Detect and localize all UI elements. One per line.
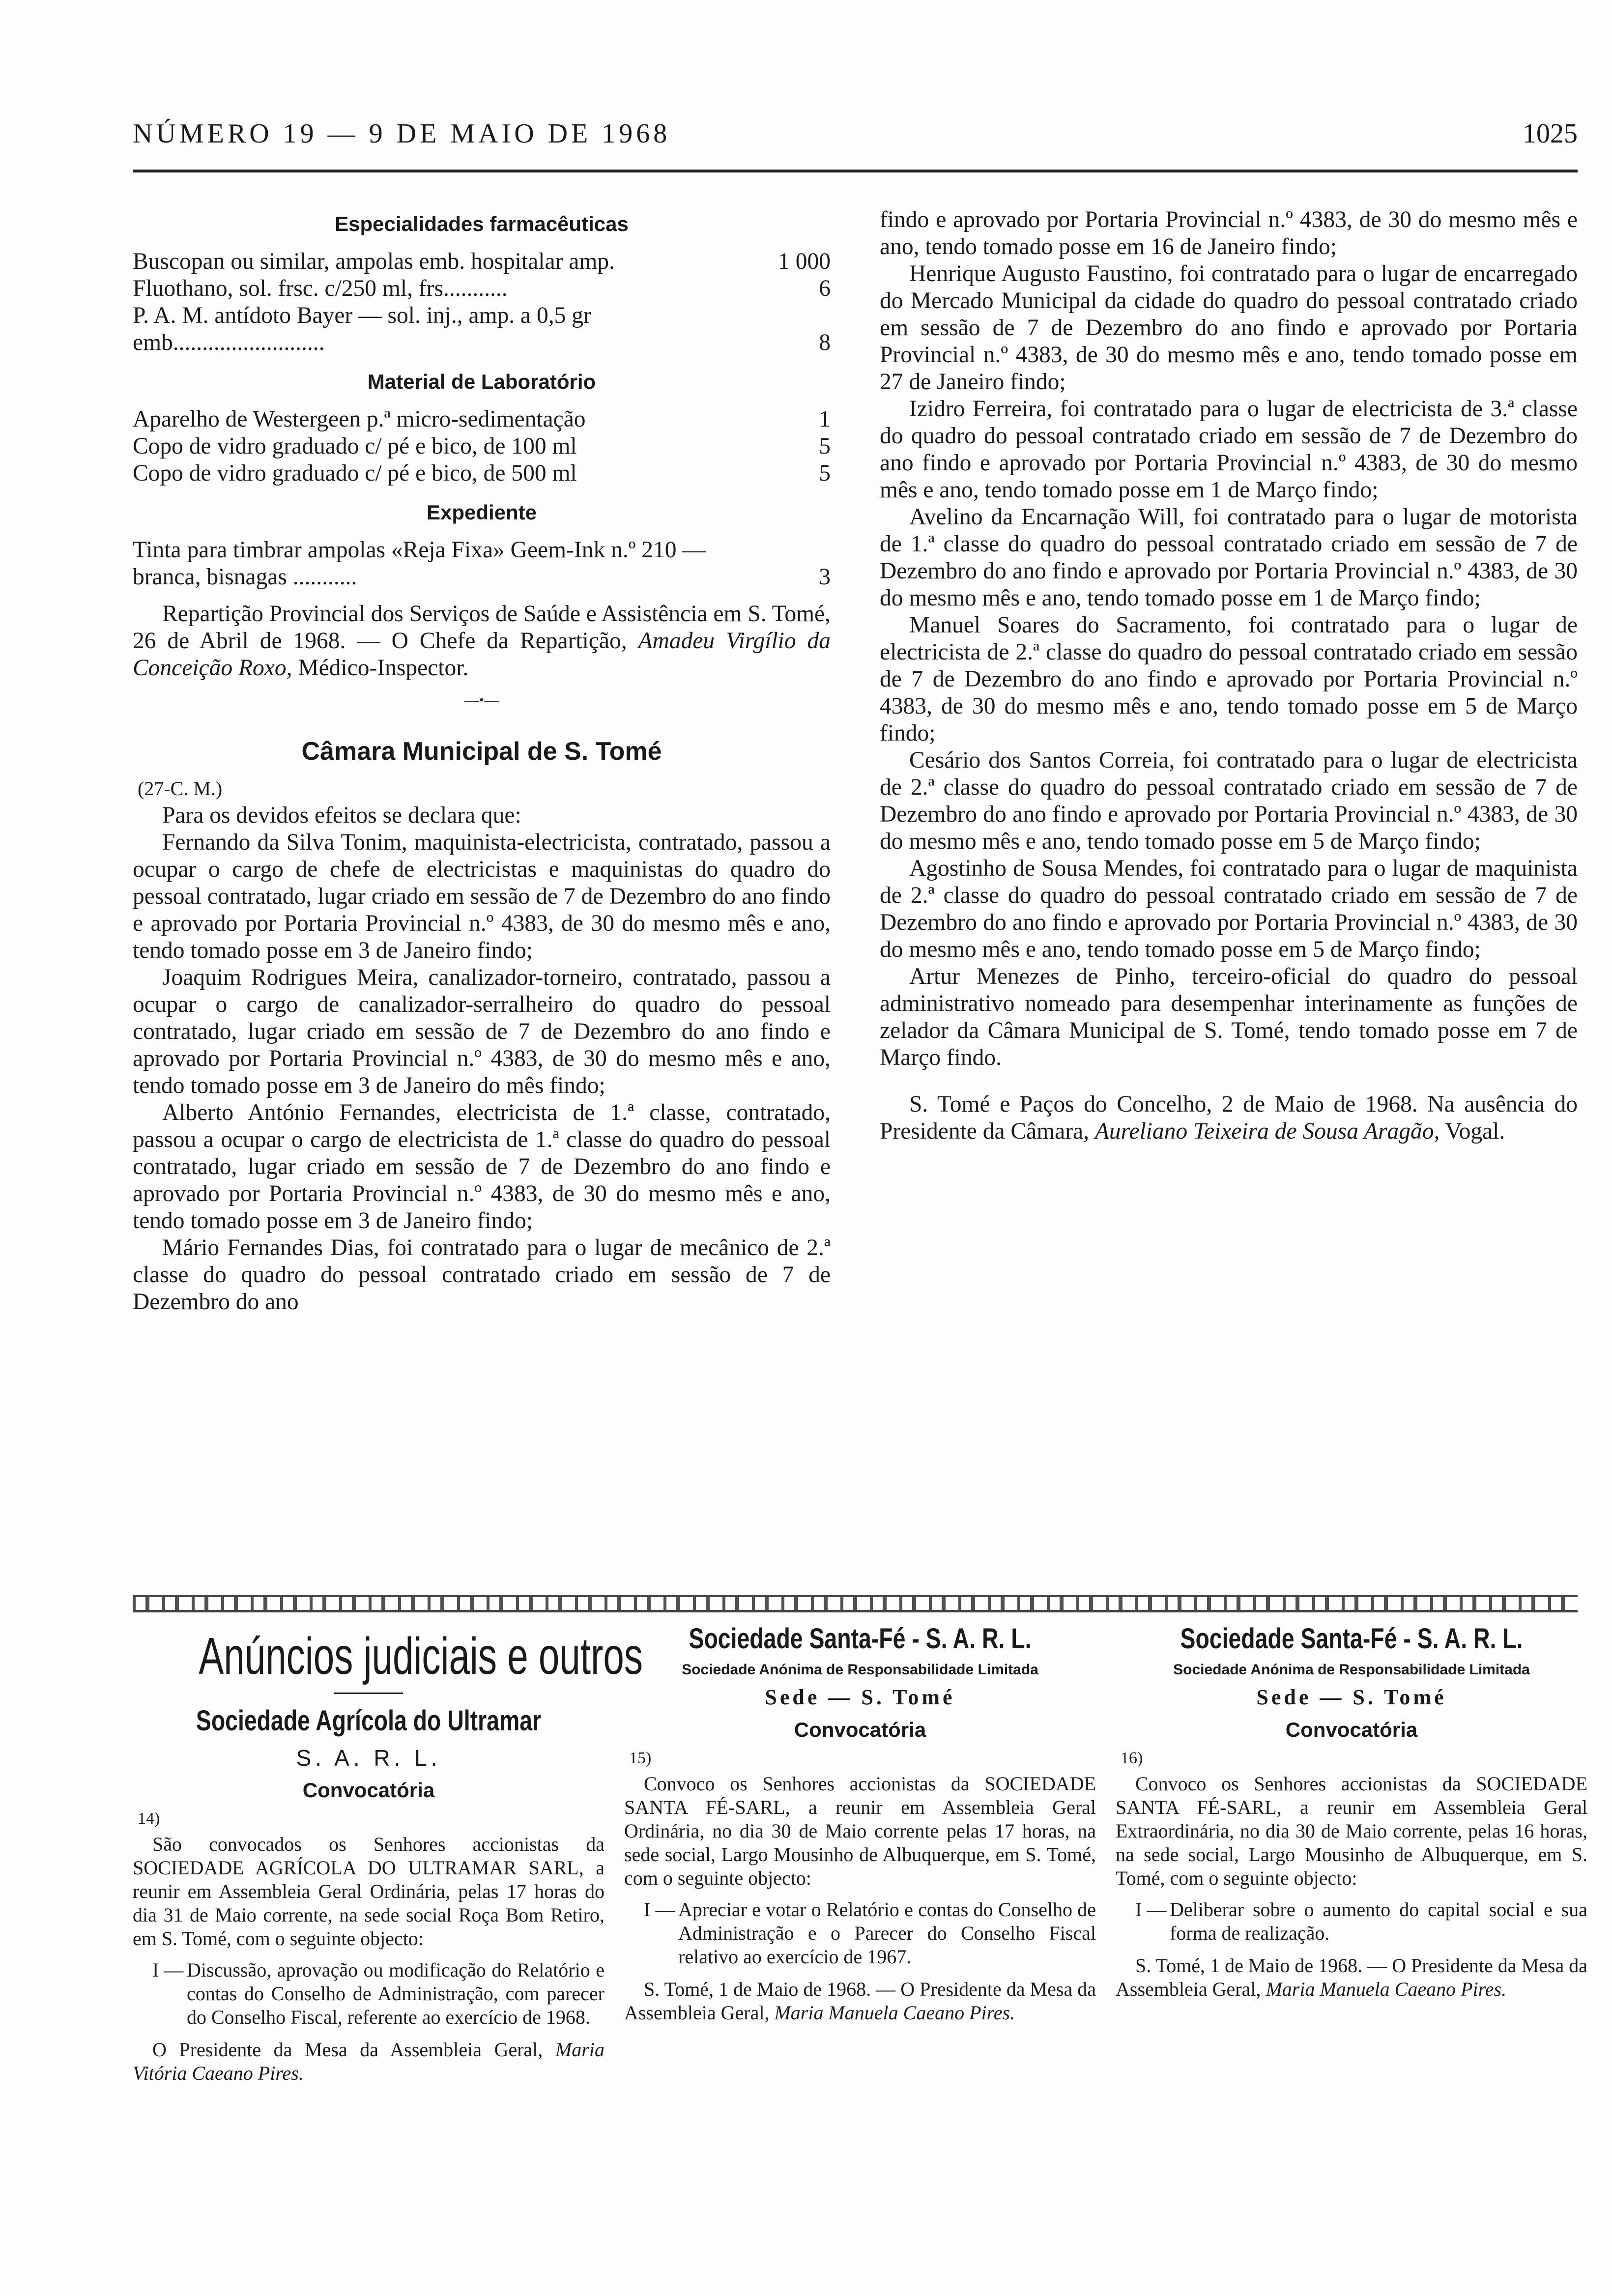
ad14-text: São convocados os Senhores accionistas da SOCIEDADE AGRÍCOLA DO ULTRAMAR SARL, a reunir em Assembleia Geral Ordinária, pelas 17 horas do dia 31 de Maio corrente, na sede social Roça Bom Retiro, em S. Tomé, com o seguinte objecto:: [133, 1833, 604, 1950]
ad16-order: [1135, 1898, 1587, 1945]
paragraph-continuation: findo e aprovado por Portaria Provincial n.º 4383, de 30 do mesmo mês e ano, tendo tomado posse em 16 de Janeiro findo;: [880, 207, 1578, 259]
ad16-number: 16): [1121, 1749, 1143, 1767]
signoff-text: S. Tomé, 1 de Maio de 1968. — O Presidente da Mesa da Assembleia Geral,: [624, 1978, 1096, 2024]
signoff-text: O Presidente da Mesa da Assembleia Geral,: [152, 2038, 543, 2061]
camara-title: Câmara Municipal de S. Tomé: [301, 737, 662, 766]
ad16-sede: Sede — S. Tomé: [1256, 1685, 1447, 1709]
item-name: Buscopan ou similar, ampolas emb. hospitalar amp.: [133, 249, 615, 274]
section-title-laboratorio: Material de Laboratório: [367, 370, 596, 393]
signoff-text: S. Tomé e Paços do Concelho, 2 de Maio de 1968. Na ausência do Presidente da Câmara,: [880, 1091, 1578, 1144]
right-column: [880, 206, 1578, 1145]
list-item: [133, 433, 831, 460]
order-number: I —: [644, 1898, 675, 1921]
reparticao-signature: Amadeu Virgílio da Conceição Roxo,: [133, 628, 831, 681]
list-item: [133, 275, 831, 302]
ad-column-2: [624, 1622, 1096, 2044]
order-number: I —: [1135, 1898, 1167, 1921]
paragraph: Manuel Soares do Sacramento, foi contratado para o lugar de electricista de 2.ª classe do quadro do pessoal contratado criado em sessão de 7 de Dezembro do ano findo e aprovado por Portaria Provincial n.º 4383, de 30 do mesmo mês e ano, tendo tomado posse em 5 de Março findo;: [880, 612, 1578, 746]
ad14-order: [152, 1958, 604, 2029]
divider: —•—: [464, 692, 499, 708]
ads-section-title: Anúncios judiciais e outros: [199, 1627, 643, 1685]
ad16-company: Sociedade Santa-Fé - S. A. R. L.: [1180, 1623, 1523, 1655]
ad14-sarl: S. A. R. L.: [296, 1745, 441, 1771]
paragraph: Avelino da Encarnação Will, foi contratado para o lugar de motorista de 1.ª classe do quadro do pessoal contratado criado em sessão de 7 de Dezembro do ano findo e aprovado por Portaria Provincial n.º 4383, de 30 do mesmo mês e ano, tendo tomado posse em 1 de Março findo;: [880, 504, 1578, 611]
page-number: 1025: [1523, 118, 1578, 149]
paragraph: Agostinho de Sousa Mendes, foi contratado para o lugar de maquinista de 2.ª classe do quadro do pessoal contratado criado em sessão de 7 de Dezembro do ano findo e aprovado por Portaria Provincial n.º 4383, de 30 do mesmo mês e ano, tendo tomado posse em 5 de Março findo;: [880, 856, 1578, 962]
order-text: Apreciar e votar o Relatório e contas do Conselho de Administração e o Parecer do Conselho Fiscal relativo ao exercício de 1967.: [678, 1898, 1096, 1968]
ad14-number: 14): [138, 1809, 160, 1828]
ad15-number: 15): [629, 1749, 652, 1767]
item-name: Copo de vidro graduado c/ pé e bico, de 100 ml: [133, 433, 577, 459]
ad14-company: Sociedade Agrícola do Ultramar: [196, 1705, 542, 1737]
ad15-convocatoria: Convocatória: [794, 1718, 926, 1741]
signoff-name: Maria Vitória Caeano Pires.: [133, 2038, 605, 2084]
reparticao-signoff: [133, 601, 831, 682]
ad-column-3: [1116, 1622, 1587, 2021]
page-header: [133, 118, 1578, 157]
order-number: I —: [152, 1959, 184, 1981]
order-text: Discussão, aprovação ou modificação do Relatório e contas do Conselho de Administração, com parecer do Conselho Fiscal, referente ao exercício de 1968.: [187, 1959, 604, 2028]
paragraph: Alberto António Fernandes, electricista de 1.ª classe, contratado, passou a ocupar o cargo de electricista de 1.ª classe do quadro do pessoal contratado, lugar criado em sessão de 7 de Dezembro do ano findo e aprovado por Portaria Provincial n.º 4383, de 30 do mesmo mês e ano, tendo tomado posse em 3 de Janeiro findo;: [133, 1100, 831, 1234]
ad15-order: [644, 1898, 1096, 1969]
list-item: [133, 302, 831, 356]
intro-paragraph: Para os devidos efeitos se declara que:: [162, 803, 521, 828]
item-qty: 1 000: [778, 249, 831, 274]
item-qty: 6: [819, 276, 831, 301]
ad14-convocatoria: Convocatória: [302, 1779, 435, 1802]
ad15-company: Sociedade Santa-Fé - S. A. R. L.: [689, 1623, 1032, 1655]
item-name: Copo de vidro graduado c/ pé e bico, de 500 ml: [133, 460, 577, 486]
section-title-especialidades: Especialidades farmacêuticas: [335, 212, 629, 235]
list-item: [133, 406, 831, 433]
section-title-expediente: Expediente: [426, 501, 537, 524]
reparticao-role: Médico-Inspector.: [298, 655, 469, 681]
ad16-convocatoria: Convocatória: [1285, 1718, 1418, 1741]
ad16-signoff: [1116, 1954, 1587, 2001]
item-name: Aparelho de Westergeen p.ª micro-sedimentação: [133, 406, 586, 432]
item-qty: 5: [819, 433, 831, 459]
left-column: [133, 206, 831, 1316]
issue-date: NÚMERO 19 — 9 DE MAIO DE 1968: [133, 118, 671, 149]
signoff-role: Vogal.: [1445, 1119, 1505, 1144]
ad15-subtitle: Sociedade Anónima de Responsabilidade Limitada: [682, 1662, 1038, 1678]
header-rule: [133, 170, 1578, 172]
item-qty: 8: [819, 330, 831, 355]
signoff-name: Aureliano Teixeira de Sousa Aragão,: [1094, 1119, 1440, 1144]
title-rule: [334, 1693, 403, 1694]
order-text: Deliberar sobre o aumento do capital social e sua forma de realização.: [1170, 1898, 1587, 1944]
section-separator: [133, 1595, 1578, 1612]
ad16-subtitle: Sociedade Anónima de Responsabilidade Limitada: [1173, 1662, 1530, 1678]
paragraph: Fernando da Silva Tonim, maquinista-electricista, contratado, passou a ocupar o cargo de chefe de electricistas e maquinistas do quadro do pessoal contratado, lugar criado em sessão de 7 de Dezembro do ano findo e aprovado por Portaria Provincial n.º 4383, de 30 do mesmo mês e ano, tendo tomado posse em 3 de Janeiro findo;: [133, 830, 831, 963]
document-ref: (27-C. M.): [138, 777, 223, 800]
ad14-signoff: [133, 2038, 604, 2085]
reparticao-text: Repartição Provincial dos Serviços de Saúde e Assistência em S. Tomé, 26 de Abril de 1968. — O Chefe da Repartição,: [133, 601, 831, 654]
ad16-text: Convoco os Senhores accionistas da SOCIEDADE SANTA FÉ-SARL, a reunir em Assembleia Geral Extraordinária, no dia 30 de Maio corrente, pelas 16 horas, na sede social, Largo Mousinho de Albuquerque, em S. Tomé, com o seguinte objecto:: [1116, 1773, 1587, 1889]
item-name: P. A. M. antídoto Bayer — sol. inj., amp. a 0,5 gr emb..........................: [133, 303, 591, 355]
list-item: [133, 460, 831, 487]
item-name: Fluothano, sol. frsc. c/250 ml, frs...........: [133, 276, 508, 301]
paragraph: Izidro Ferreira, foi contratado para o lugar de electricista de 3.ª classe do quadro do pessoal contratado criado em sessão de 7 de Dezembro do ano findo e aprovado por Portaria Provincial n.º 4383, de 30 do mesmo mês e ano, tendo tomado posse em 1 de Março findo;: [880, 396, 1578, 503]
paragraph: Joaquim Rodrigues Meira, canalizador-torneiro, contratado, passou a ocupar o cargo de canalizador-serralheiro do quadro do pessoal contratado, lugar criado em sessão de 7 de Dezembro do ano findo e aprovado por Portaria Provincial n.º 4383, de 30 do mesmo mês e ano, tendo tomado posse em 3 de Janeiro do mês findo;: [133, 965, 831, 1098]
item-qty: 1: [819, 406, 831, 432]
paragraph: Cesário dos Santos Correia, foi contratado para o lugar de electricista de 2.ª classe do quadro do pessoal contratado criado em sessão de 7 de Dezembro do ano findo e aprovado por Portaria Provincial n.º 4383, de 30 do mesmo mês e ano, tendo tomado posse em 5 de Março findo;: [880, 747, 1578, 854]
signoff-text: S. Tomé, 1 de Maio de 1968. — O Presidente da Mesa da Assembleia Geral,: [1116, 1954, 1587, 2000]
item-qty: 5: [819, 460, 831, 486]
camara-signoff: [880, 1091, 1578, 1145]
list-item: [133, 537, 831, 591]
ad15-signoff: [624, 1978, 1096, 2025]
ad15-sede: Sede — S. Tomé: [765, 1685, 955, 1709]
paragraph: Artur Menezes de Pinho, terceiro-oficial do quadro do pessoal administrativo nomeado para desempenhar interinamente as funções de zelador da Câmara Municipal de S. Tomé, tendo tomado posse em 7 de Março findo.: [880, 964, 1578, 1070]
paragraph: Henrique Augusto Faustino, foi contratado para o lugar de encarregado do Mercado Municipal da cidade do quadro do pessoal contratado criado em sessão de 7 de Dezembro do ano findo e aprovado por Portaria Provincial n.º 4383, de 30 do mesmo mês e ano, tendo tomado posse em 27 de Janeiro findo;: [880, 261, 1578, 395]
list-item: [133, 248, 831, 275]
signoff-name: Maria Manuela Caeano Pires.: [1266, 1978, 1507, 2000]
item-qty: 3: [819, 564, 831, 590]
ad15-text: Convoco os Senhores accionistas da SOCIEDADE SANTA FÉ-SARL, a reunir em Assembleia Geral Ordinária, no dia 30 de Maio corrente pelas 17 horas, na sede social, Largo Mousinho de Albuquerque, em S. Tomé, com o seguinte objecto:: [624, 1773, 1096, 1889]
signoff-name: Maria Manuela Caeano Pires.: [774, 2002, 1015, 2024]
paragraph: Mário Fernandes Dias, foi contratado para o lugar de mecânico de 2.ª classe do quadro do pessoal contratado criado em sessão de 7 de Dezembro do ano: [133, 1235, 831, 1315]
item-name: Tinta para timbrar ampolas «Reja Fixa» Geem-Ink n.º 210 — branca, bisnagas ...........: [133, 537, 706, 590]
